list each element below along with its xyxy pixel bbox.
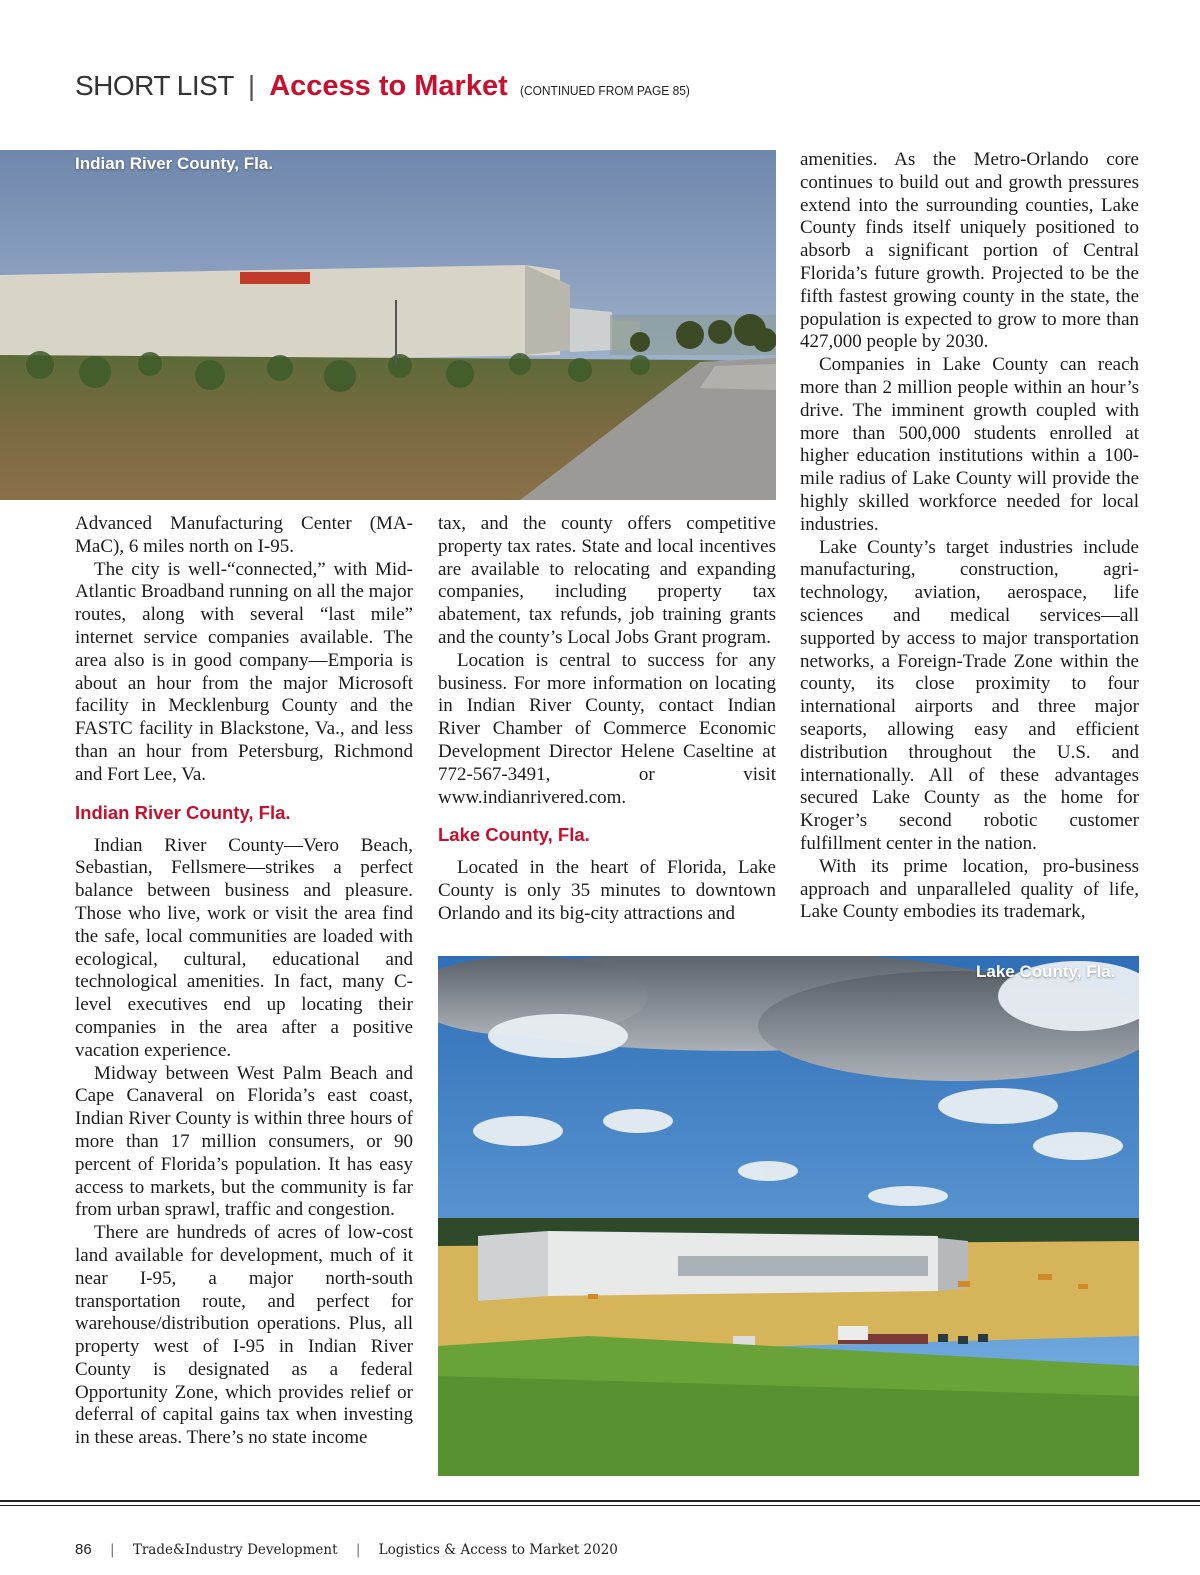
publication-name: Trade&Industry Development bbox=[132, 1542, 338, 1558]
paragraph: amenities. As the Metro-Orlando core continues to build out and growth pressures extend into the surrounding counties, Lake County finds itself uniquely positioned to absorb a significant portion of Central Florida’s future growth. Projected to be the fifth fastest growing county in the state, the population is expected to grow to more than 427,000 people by 2030. bbox=[800, 149, 1139, 353]
section-heading-indian-river: Indian River County, Fla. bbox=[75, 801, 291, 823]
paragraph: With its prime location, pro-business approach and unparalleled quality of life, Lake County embodies its trademark, bbox=[800, 855, 1139, 923]
column-3 bbox=[800, 149, 1139, 924]
footer-separator: | bbox=[109, 1542, 115, 1558]
paragraph: Located in the heart of Florida, Lake County is only 35 minutes to downtown Orlando and its big-city attractions and bbox=[438, 857, 776, 924]
paragraph: Companies in Lake County can reach more than 2 million people within an hour’s drive. The imminent growth coupled with more than 500,000 students enrolled at higher education institutions within a 100-mile radius of Lake County will provide the highly skilled workforce needed for local industries. bbox=[800, 354, 1139, 535]
footer-rule bbox=[0, 1500, 1200, 1502]
paragraph: Location is central to success for any business. For more information on locating in Indian River County, contact Indian River Chamber of Commerce Economic Development Director Helene Caseltine at 772-567-3491, or visit www.indianrivered.com. bbox=[438, 649, 776, 808]
page-number: 86 bbox=[75, 1541, 92, 1558]
paragraph: Midway between West Palm Beach and Cape Canaveral on Florida’s east coast, Indian River County is within three hours of more than 17 million consumers, or 90 percent of Florida’s population. It has easy access to markets, but the community is far from urban sprawl, traffic and congestion. bbox=[75, 1062, 413, 1221]
section-kicker: SHORT LIST bbox=[75, 70, 234, 101]
article-title: Access to Market bbox=[269, 70, 508, 102]
paragraph: Advanced Manufacturing Center (MA-MaC), 6 miles north on I-95. bbox=[75, 513, 413, 557]
footer-separator: | bbox=[355, 1542, 361, 1558]
paragraph: There are hundreds of acres of low-cost land available for development, much of it near I-95, a major north-south transportation route, and perfect for warehouse/distribution operations. Plus, all property west of I-95 in Indian River County is designated as a federal Opportunity Zone, which provides relief or deferral of capital gains tax when investing in these areas. There’s no state income bbox=[75, 1222, 413, 1449]
photo-lake-county bbox=[438, 956, 1139, 1476]
column-1 bbox=[75, 513, 413, 1450]
continued-note: (CONTINUED FROM PAGE 85) bbox=[519, 83, 690, 98]
paragraph: Indian River County—Vero Beach, Sebastian, Fellsmere—strikes a perfect balance between business and pleasure. Those who live, work or visit the area find the safe, local communities are loaded with ecological, cultural, educational and technological amenities. In fact, many C-level executives end up locating their companies in the area after a positive vacation experience. bbox=[75, 834, 413, 1061]
header-separator: | bbox=[247, 70, 256, 101]
paragraph: The city is well-“connected,” with Mid-Atlantic Broadband running on all the major routes, along with several “last mile” internet service companies available. The area also is in good company—Emporia is about an hour from the major Microsoft facility in Mecklenburg County and the FASTC facility in Blackstone, Va., and less than an hour from Petersburg, Richmond and Fort Lee, Va. bbox=[75, 558, 413, 785]
page-header bbox=[75, 70, 704, 103]
photo-caption-top: Indian River County, Fla. bbox=[75, 154, 274, 173]
column-2 bbox=[438, 513, 776, 926]
photo-indian-river bbox=[0, 150, 776, 500]
construction-site-image bbox=[438, 956, 1139, 1476]
warehouse-road-image bbox=[0, 150, 776, 500]
paragraph: Lake County’s target industries include manufacturing, construction, agri-technology, aviation, aerospace, life sciences and medical services—all supported by access to major transportation networks, a Foreign-Trade Zone within the county, its close proximity to four international airports and three major seaports, allowing easy and efficient distribution throughout the U.S. and internationally. All of these advantages secured Lake County as the home for Kroger’s second robotic customer fulfillment center in the nation. bbox=[800, 536, 1139, 854]
footer-rule-thin bbox=[0, 1505, 1200, 1506]
page-footer bbox=[75, 1541, 618, 1558]
issue-name: Logistics & Access to Market 2020 bbox=[378, 1542, 618, 1558]
section-heading-lake-county: Lake County, Fla. bbox=[438, 824, 590, 846]
paragraph: tax, and the county offers competitive property tax rates. State and local incentives are available to relocating and expanding companies, including property tax abatement, tax refunds, job training grants and the county’s Local Jobs Grant program. bbox=[438, 513, 776, 648]
photo-caption-bottom: Lake County, Fla. bbox=[976, 962, 1116, 981]
